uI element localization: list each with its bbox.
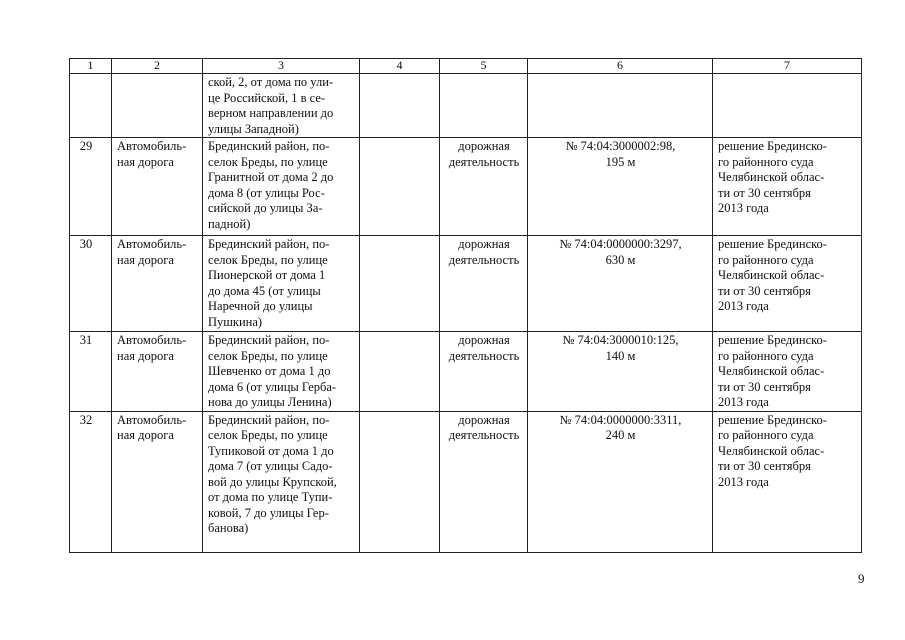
address-description: ской, 2, от дома по ули- це Российской, 1 в се- верном направлении до улицы Западной) <box>203 74 360 138</box>
column-number: 3 <box>203 59 360 74</box>
column-4-cell <box>360 411 440 552</box>
table-row <box>70 236 862 332</box>
object-name: Автомобиль- ная дорога <box>112 411 203 552</box>
table-row-continuation <box>70 74 862 138</box>
cadastral-number: № 74:04:0000000:3297, 630 м <box>528 236 713 332</box>
column-number-row <box>70 59 862 74</box>
address-description: Брединский район, по- селок Бреды, по улице Тупиковой от дома 1 до дома 7 (от улицы Садо- вой до улицы Крупской, от дома по улице Тупи- ковой, 7 до улицы Гер- банова) <box>203 411 360 552</box>
column-number: 5 <box>440 59 528 74</box>
row-number: 31 <box>70 332 112 412</box>
row-number: 30 <box>70 236 112 332</box>
cadastral-number: № 74:04:3000010:125, 140 м <box>528 332 713 412</box>
legal-basis: решение Брединско- го районного суда Челябинской облас- ти от 30 сентября 2013 года <box>713 332 862 412</box>
page-number: 9 <box>858 571 865 586</box>
activity-type: дорожная деятельность <box>440 138 528 236</box>
object-name: Автомобиль- ная дорога <box>112 236 203 332</box>
row-number: 29 <box>70 138 112 236</box>
address-description: Брединский район, по- селок Бреды, по улице Гранитной от дома 2 до дома 8 (от улицы Рос- сийской до улицы За- падной) <box>203 138 360 236</box>
column-number: 1 <box>70 59 112 74</box>
object-name: Автомобиль- ная дорога <box>112 138 203 236</box>
column-number: 7 <box>713 59 862 74</box>
column-4-cell <box>360 138 440 236</box>
table-row <box>70 411 862 552</box>
legal-basis: решение Брединско- го районного суда Челябинской облас- ти от 30 сентября 2013 года <box>713 411 862 552</box>
address-description: Брединский район, по- селок Бреды, по улице Пионерской от дома 1 до дома 45 (от улицы Наречной до улицы Пушкина) <box>203 236 360 332</box>
activity-type: дорожная деятельность <box>440 236 528 332</box>
column-number: 6 <box>528 59 713 74</box>
table-row <box>70 138 862 236</box>
address-description: Брединский район, по- селок Бреды, по улице Шевченко от дома 1 до дома 6 (от улицы Герба- нова до улицы Ленина) <box>203 332 360 412</box>
column-number: 2 <box>112 59 203 74</box>
legal-basis: решение Брединско- го районного суда Челябинской облас- ти от 30 сентября 2013 года <box>713 236 862 332</box>
column-4-cell <box>360 236 440 332</box>
object-name: Автомобиль- ная дорога <box>112 332 203 412</box>
cadastral-number: № 74:04:3000002:98, 195 м <box>528 138 713 236</box>
activity-type: дорожная деятельность <box>440 411 528 552</box>
column-number: 4 <box>360 59 440 74</box>
cadastral-number: № 74:04:0000000:3311, 240 м <box>528 411 713 552</box>
activity-type: дорожная деятельность <box>440 332 528 412</box>
table-row <box>70 332 862 412</box>
legal-basis: решение Брединско- го районного суда Челябинской облас- ти от 30 сентября 2013 года <box>713 138 862 236</box>
column-4-cell <box>360 332 440 412</box>
road-register-table <box>69 58 862 553</box>
row-number: 32 <box>70 411 112 552</box>
